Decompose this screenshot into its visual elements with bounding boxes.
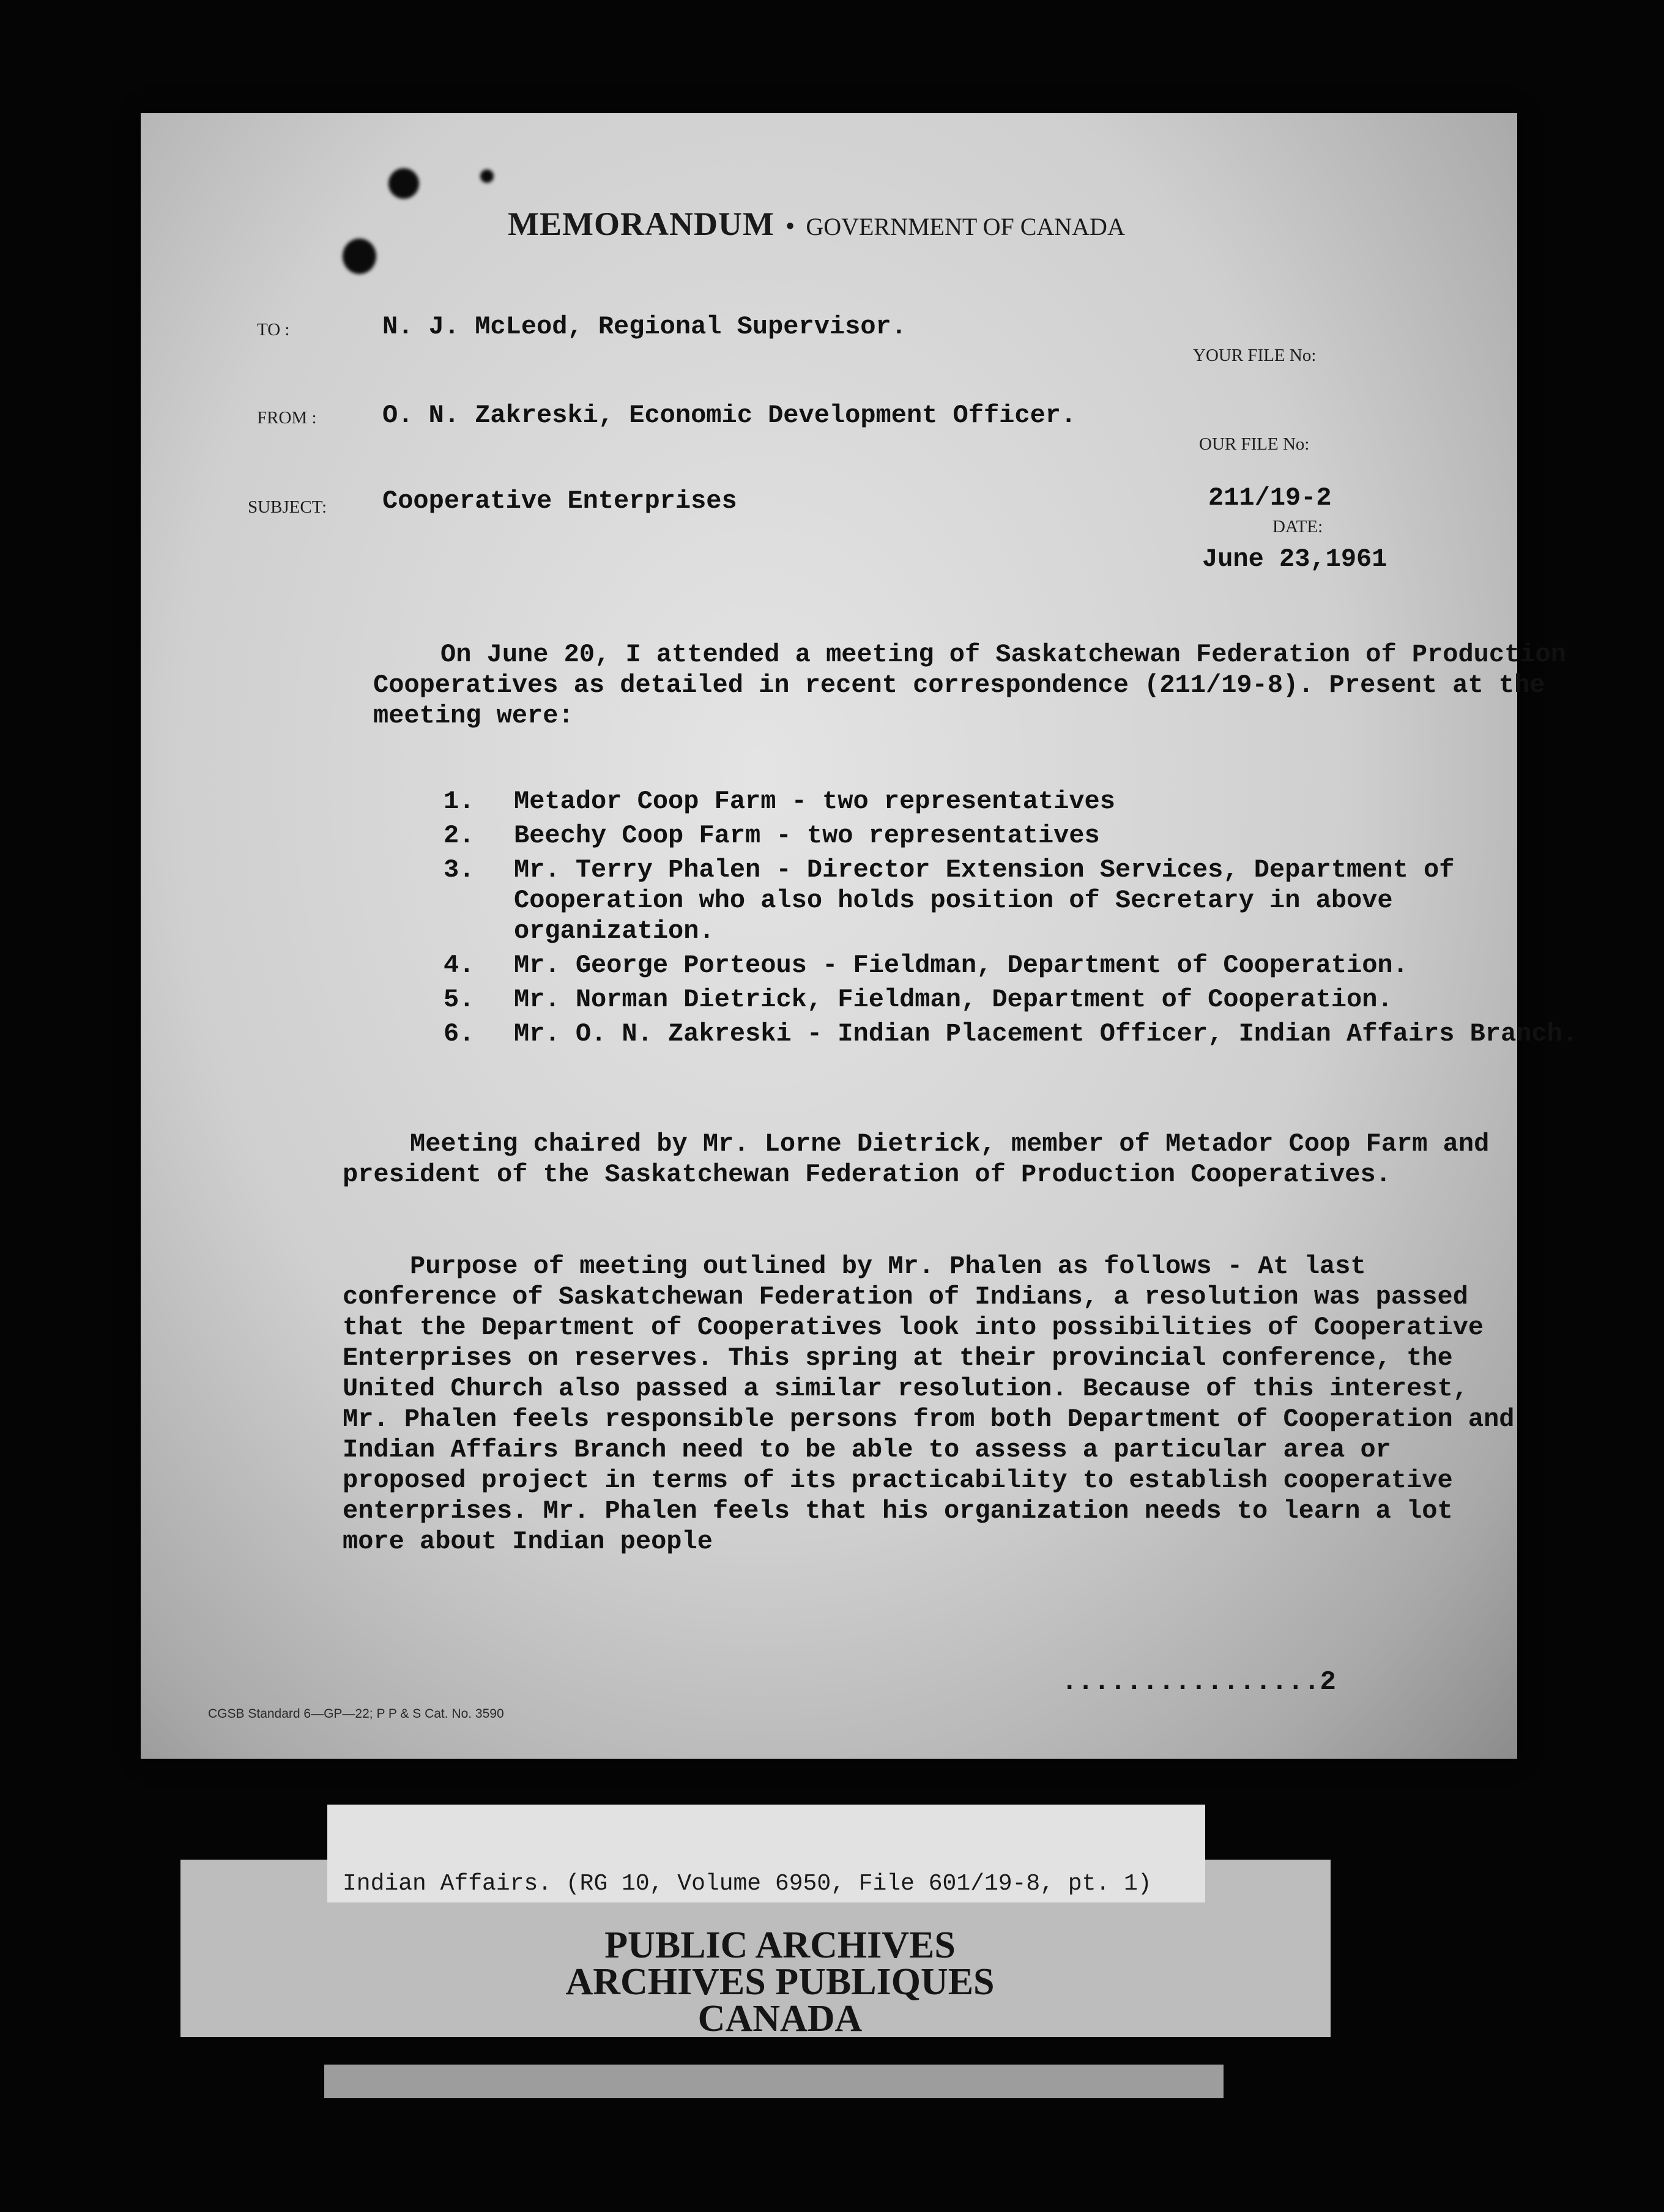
date-value: June 23,1961 (1202, 544, 1387, 574)
archive-stamp (428, 1924, 1132, 2039)
attendee-number: 3. (444, 855, 475, 885)
attendee-item (444, 820, 1594, 851)
paragraph-meeting-intro: On June 20, I attended a meeting of Saskatchewan Federation of Production Cooperatives as detailed in recent correspondence (211/19-8). Present at the meeting were: (373, 640, 1566, 730)
attendee-text: Metador Coop Farm - two representatives (514, 787, 1115, 816)
attendee-text: Beechy Coop Farm - two representatives (514, 821, 1100, 850)
to-label: TO : (257, 320, 290, 340)
memo-header (508, 205, 1364, 243)
paragraph-meeting-chair: Meeting chaired by Mr. Lorne Dietrick, member of Metador Coop Farm and president of the Saskatchewan Federation of Production Cooperatives. (343, 1129, 1490, 1189)
archive-label-strip (324, 2065, 1224, 2098)
subject-label: SUBJECT: (248, 497, 327, 517)
attendee-item (444, 950, 1594, 981)
ink-spot (480, 169, 494, 183)
attendee-item (444, 984, 1594, 1015)
our-file-label: OUR FILE No: (1199, 434, 1310, 454)
attendee-number: 2. (444, 821, 475, 850)
attendee-item (444, 1019, 1594, 1049)
attendee-item (444, 786, 1594, 817)
memo-body (373, 639, 1572, 731)
archive-stamp-line2: ARCHIVES PUBLIQUES (565, 1961, 995, 2003)
attendee-text: Mr. O. N. Zakreski - Indian Placement Officer, Indian Affairs Branch. (514, 1019, 1578, 1048)
our-file-value: 211/19-2 (1208, 483, 1332, 513)
from-value: O. N. Zakreski, Economic Development Officer. (382, 401, 1077, 430)
attendee-text: Mr. Norman Dietrick, Fieldman, Department of Cooperation. (514, 985, 1393, 1014)
form-code: CGSB Standard 6—GP—22; P P & S Cat. No. 3590 (208, 1707, 504, 1721)
your-file-label: YOUR FILE No: (1193, 346, 1317, 365)
to-value: N. J. McLeod, Regional Supervisor. (382, 312, 907, 341)
paragraph-meeting-purpose: Purpose of meeting outlined by Mr. Phalen as follows - At last conference of Saskatchewan Federation of Indians, a resolution was passed that the Department of Cooperatives look into possibilities of Cooperative Enterprises on reserves. This spring at their provincial conference, the United Church also passed a similar resolution. Because of this interest, Mr. Phalen feels responsible persons from both Department of Cooperation and Indian Affairs Branch need to be able to assess a particular area or proposed project in terms of its practicability to establish cooperative enterprises. Mr. Phalen feels that his organization needs to learn a lot more about Indian people (343, 1252, 1515, 1556)
attendee-list (444, 786, 1594, 1053)
memo-body-chair (343, 1129, 1505, 1190)
attendee-text: Mr. George Porteous - Fieldman, Department of Cooperation. (514, 951, 1408, 980)
attendee-number: 6. (444, 1019, 475, 1048)
archive-stamp-line1: PUBLIC ARCHIVES (604, 1924, 956, 1966)
page-continuation: ................2 (1061, 1667, 1336, 1698)
archive-reference: Indian Affairs. (RG 10, Volume 6950, File 601/19-8, pt. 1) (343, 1871, 1152, 1897)
memo-organization: GOVERNMENT OF CANADA (806, 213, 1125, 240)
date-label: DATE: (1272, 517, 1323, 536)
archive-stamp-line3: CANADA (697, 1998, 863, 2039)
header-separator: • (785, 211, 795, 241)
memo-title: MEMORANDUM (508, 206, 774, 242)
attendee-item (444, 855, 1594, 946)
ink-spot (343, 239, 376, 274)
attendee-number: 5. (444, 985, 475, 1014)
memo-body-purpose (343, 1251, 1529, 1557)
attendee-number: 4. (444, 951, 475, 980)
attendee-text: Mr. Terry Phalen - Director Extension Services, Department of Cooperation who also holds position of Secretary in above organization. (514, 855, 1455, 946)
memo-sheet (141, 113, 1578, 1759)
subject-value: Cooperative Enterprises (382, 486, 737, 516)
attendee-number: 1. (444, 787, 475, 816)
from-label: FROM : (257, 408, 317, 428)
ink-spot (388, 168, 419, 199)
